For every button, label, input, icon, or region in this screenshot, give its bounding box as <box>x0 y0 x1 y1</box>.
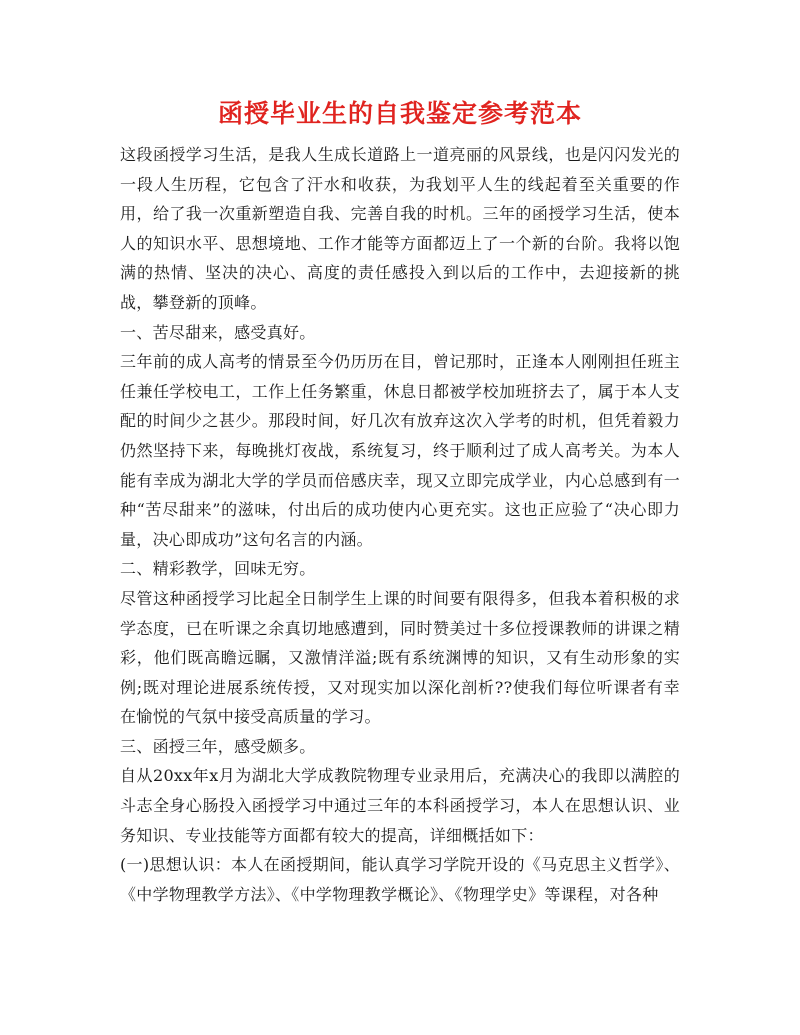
document-title: 函授毕业生的自我鉴定参考范本 <box>217 99 582 128</box>
section-heading-1: 一、苦尽甜来，感受真好。 <box>120 322 316 342</box>
section-paragraph-1: 三年前的成人高考的情景至今仍历历在目，曾记那时，正逢本人刚刚担任班主任兼任学校电工，工作上任务繁重，休息日都被学校加班挤去了，属于本人支配的时间少之甚少。那段时间，好几次有放弃这次入学考的时机，但凭着毅力仍然坚持下来，每晚挑灯夜战，系统复习，终于顺利过了成人高考关。为本人能有幸成为湖北大学的学员而倍感庆幸，现又立即完成学业，内心总感到有一种“苦尽甜来”的滋味，付出后的成功使内心更充实。这也正应验了“决心即力量，决心即成功”这句名言的内涵。 <box>120 352 680 549</box>
section-heading-2: 二、精彩教学，回味无穷。 <box>120 559 316 579</box>
section-paragraph-2: 尽管这种函授学习比起全日制学生上课的时间要有限得多，但我本着积极的求学态度，已在听课之余真切地感遭到，同时赞美过十多位授课教师的讲课之精彩，他们既高瞻远瞩，又激情洋溢;既有系统渊博的知识，又有生动形象的实例;既对理论进展系统传授，又对现实加以深化剖析??使我们每位听课者有幸在愉悦的气氛中接受高质量的学习。 <box>120 588 680 727</box>
section-paragraph-3: 自从20xx年x月为湖北大学成教院物理专业录用后，充满决心的我即以满腔的斗志全身心肠投入函授学习中通过三年的本科函授学习，本人在思想认识、业务知识、专业技能等方面都有较大的提高，详细概括如下： <box>120 766 680 845</box>
document-body <box>120 140 680 909</box>
subsection-paragraph-1: (一)思想认识：本人在函授期间，能认真学习学院开设的《马克思主义哲学》、《中学物理教学方法》、《中学物理教学概论》、《物理学史》等课程，对各种 <box>120 855 680 904</box>
intro-paragraph: 这段函授学习生活，是我人生成长道路上一道亮丽的风景线，也是闪闪发光的一段人生历程，它包含了汗水和收获，为我划平人生的线起着至关重要的作用，给了我一次重新塑造自我、完善自我的时机。三年的函授学习生活，使本人的知识水平、思想境地、工作才能等方面都迈上了一个新的台阶。我将以饱满的热情、坚决的决心、高度的责任感投入到以后的工作中，去迎接新的挑战，攀登新的顶峰。 <box>120 145 680 312</box>
section-heading-3: 三、函授三年，感受颇多。 <box>120 736 316 756</box>
